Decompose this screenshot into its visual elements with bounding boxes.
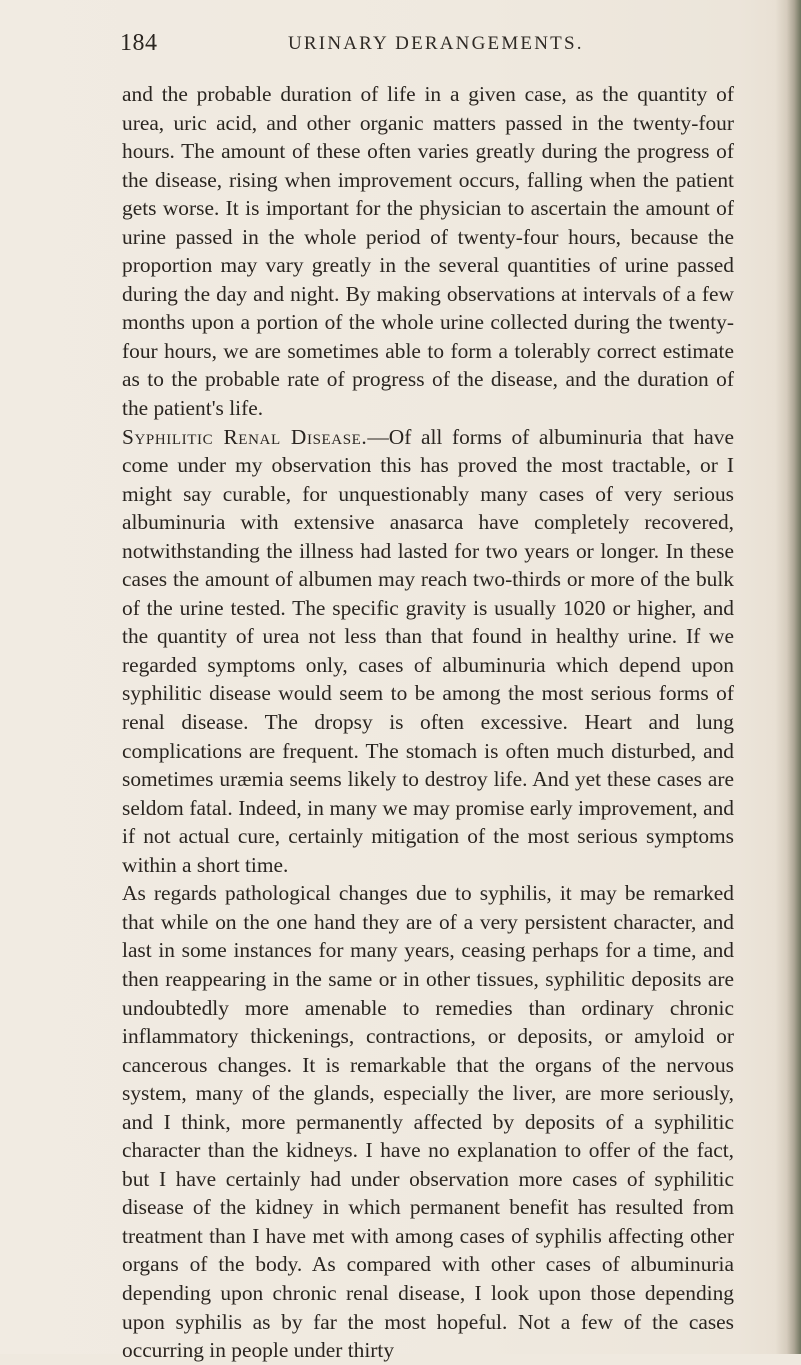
paragraph-1: and the probable duration of life in a given case, as the quantity of urea, uric acid, and other organic matters passed in the twenty-four hours. The amount of these often varies greatly during the progress of the disease, rising when improvement occurs, falling when the patient gets worse. It is important for the physician to ascertain the amount of urine passed in the whole period of twenty-four hours, because the proportion may vary greatly in the several quantities of urine passed during the day and night. By making observations at intervals of a few months upon a portion of the whole urine collected during the twenty-four hours, we are sometimes able to form a tolerably correct estimate as to the probable rate of progress of the disease, and the duration of the patient's life. [122, 82, 734, 421]
paragraph-2-text: —Of all forms of albuminuria that have come under my observation this has proved the most tractable, or I might say curable, for unquestionably many cases of very serious albuminuria with extensive anasarca have completely recovered, notwithstanding the illness had lasted for two years or longer. In these cases the amount of albumen may reach two-thirds or more of the bulk of the urine tested. The specific gravity is usually 1020 or higher, and the quantity of urea not less than that found in healthy urine. If we regarded symptoms only, cases of albuminuria which depend upon syphilitic disease would seem to be among the most serious forms of renal disease. The dropsy is often excessive. Heart and lung complications are frequent. The stomach is often much disturbed, and sometimes uræmia seems likely to destroy life. And yet these cases are seldom fatal. Indeed, in many we may promise early improvement, and if not actual cure, certainly mitigation of the most serious symptoms within a short time. [122, 424, 734, 877]
page-edge-shadow [775, 0, 801, 1354]
body-text [122, 80, 734, 1365]
running-head: URINARY DERANGEMENTS. [288, 33, 584, 54]
page-number: 184 [120, 30, 158, 56]
page-header [120, 30, 680, 62]
paragraph-2 [122, 423, 734, 880]
section-heading-syphilitic-renal-disease: Syphilitic Renal Disease. [122, 424, 368, 449]
paragraph-3: As regards pathological changes due to syphilis, it may be remarked that while on the one hand they are of a very persistent character, and last in some instances for many years, ceasing perhaps for a time, and then reappearing in the same or in other tissues, syphilitic deposits are undoubtedly more amenable to remedies than ordinary chronic inflammatory thickenings, contractions, or deposits, or amyloid or cancerous changes. It is remarkable that the organs of the nervous system, many of the glands, especially the liver, are more seriously, and I think, more permanently affected by deposits of a syphilitic character than the kidneys. I have no explanation to offer of the fact, but I have certainly had under observation more cases of syphilitic disease of the kidney in which permanent benefit has resulted from treatment than I have met with among cases of syphilis affecting other organs of the body. As compared with other cases of albuminuria depending upon chronic renal disease, I look upon those depending upon syphilis as by far the most hopeful. Not a few of the cases occurring in people under thirty [122, 881, 734, 1363]
